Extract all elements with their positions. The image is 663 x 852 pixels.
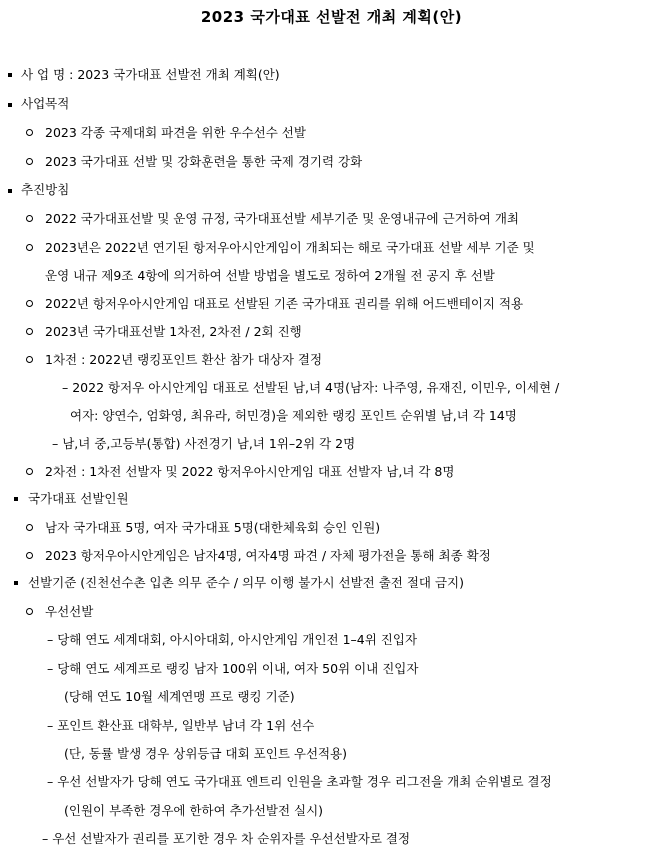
priority-item: – 당해 연도 세계프로 랭킹 남자 100위 이내, 여자 50위 이내 진입자 xyxy=(47,661,419,676)
purpose-item: 2023 국가대표 선발 및 강화훈련을 통한 국제 경기력 강화 xyxy=(45,154,363,169)
policy-item-continuation: 운영 내규 제9조 4항에 의거하여 선발 방법을 별도로 정하여 2개월 전 공지 후 선발 xyxy=(45,268,495,283)
purpose-heading: 사업목적 xyxy=(21,96,70,111)
circle-bullet-icon xyxy=(26,215,33,222)
policy-sub-item: – 남,녀 중,고등부(통합) 사전경기 남,녀 1위–2위 각 2명 xyxy=(52,436,356,451)
circle-bullet-icon xyxy=(26,328,33,335)
square-bullet-icon xyxy=(8,73,12,77)
policy-item: 2022년 항저우아시안게임 대표로 선발된 기존 국가대표 권리를 위해 어드밴테이지 적용 xyxy=(45,296,524,311)
policy-item: 1차전 : 2022년 랭킹포인트 환산 참가 대상자 결정 xyxy=(45,352,323,367)
priority-item-continuation: (인원이 부족한 경우에 한하여 추가선발전 실시) xyxy=(64,803,324,818)
priority-item-continuation: (단, 동률 발생 경우 상위등급 대회 포인트 우선적용) xyxy=(64,746,348,761)
priority-heading: 우선선발 xyxy=(45,604,94,619)
purpose-item: 2023 각종 국제대회 파견을 위한 우수선수 선발 xyxy=(45,125,306,140)
quota-heading: 국가대표 선발인원 xyxy=(28,491,129,506)
circle-bullet-icon xyxy=(26,158,33,165)
square-bullet-icon xyxy=(8,189,12,193)
circle-bullet-icon xyxy=(26,608,33,615)
policy-item: 2023년은 2022년 연기된 항저우아시안게임이 개최되는 해로 국가대표 선발 세부 기준 및 xyxy=(45,240,535,255)
circle-bullet-icon xyxy=(26,524,33,531)
circle-bullet-icon xyxy=(26,244,33,251)
quota-item: 2023 항저우아시안게임은 남자4명, 여자4명 파견 / 자체 평가전을 통해 최종 확정 xyxy=(45,548,491,563)
circle-bullet-icon xyxy=(26,468,33,475)
policy-item: 2차전 : 1차전 선발자 및 2022 항저우아시안게임 대표 선발자 남,녀 각 8명 xyxy=(45,464,455,479)
document-title: 2023 국가대표 선발전 개최 계획(안) xyxy=(200,8,463,26)
priority-item: – 우선 선발자가 당해 연도 국가대표 엔트리 인원을 초과할 경우 리그전을 개최 순위별로 결정 xyxy=(47,774,552,789)
priority-item: – 당해 연도 세계대회, 아시아대회, 아시안게임 개인전 1–4위 진입자 xyxy=(47,632,418,647)
quota-item: 남자 국가대표 5명, 여자 국가대표 5명(대한체육회 승인 인원) xyxy=(45,520,381,535)
square-bullet-icon xyxy=(14,497,18,501)
circle-bullet-icon xyxy=(26,300,33,307)
business-name-line: 사 업 명 : 2023 국가대표 선발전 개최 계획(안) xyxy=(21,67,280,82)
square-bullet-icon xyxy=(8,103,12,107)
priority-item: – 우선 선발자가 권리를 포기한 경우 차 순위자를 우선선발자로 결정 xyxy=(42,831,411,846)
policy-item: 2022 국가대표선발 및 운영 규정, 국가대표선발 세부기준 및 운영내규에 근거하여 개최 xyxy=(45,211,519,226)
priority-item: – 포인트 환산표 대학부, 일반부 남녀 각 1위 선수 xyxy=(47,718,315,733)
policy-heading: 추진방침 xyxy=(21,182,70,197)
circle-bullet-icon xyxy=(26,552,33,559)
circle-bullet-icon xyxy=(26,129,33,136)
criteria-heading: 선발기준 (진천선수촌 입촌 의무 준수 / 의무 이행 불가시 선발전 출전 절대 금지) xyxy=(28,575,464,590)
policy-sub-item: – 2022 항저우 아시안게임 대표로 선발된 남,녀 4명(남자: 나주영, 유재진, 이민우, 이세현 / xyxy=(62,380,560,395)
priority-item-continuation: (당해 연도 10월 세계연맹 프로 랭킹 기준) xyxy=(64,689,295,704)
circle-bullet-icon xyxy=(26,356,33,363)
square-bullet-icon xyxy=(14,581,18,585)
policy-item: 2023년 국가대표선발 1차전, 2차전 / 2회 진행 xyxy=(45,324,302,339)
policy-sub-item-continuation: 여자: 양연수, 엄화영, 최유라, 허민경)을 제외한 랭킹 포인트 순위별 남,녀 각 14명 xyxy=(70,408,517,423)
